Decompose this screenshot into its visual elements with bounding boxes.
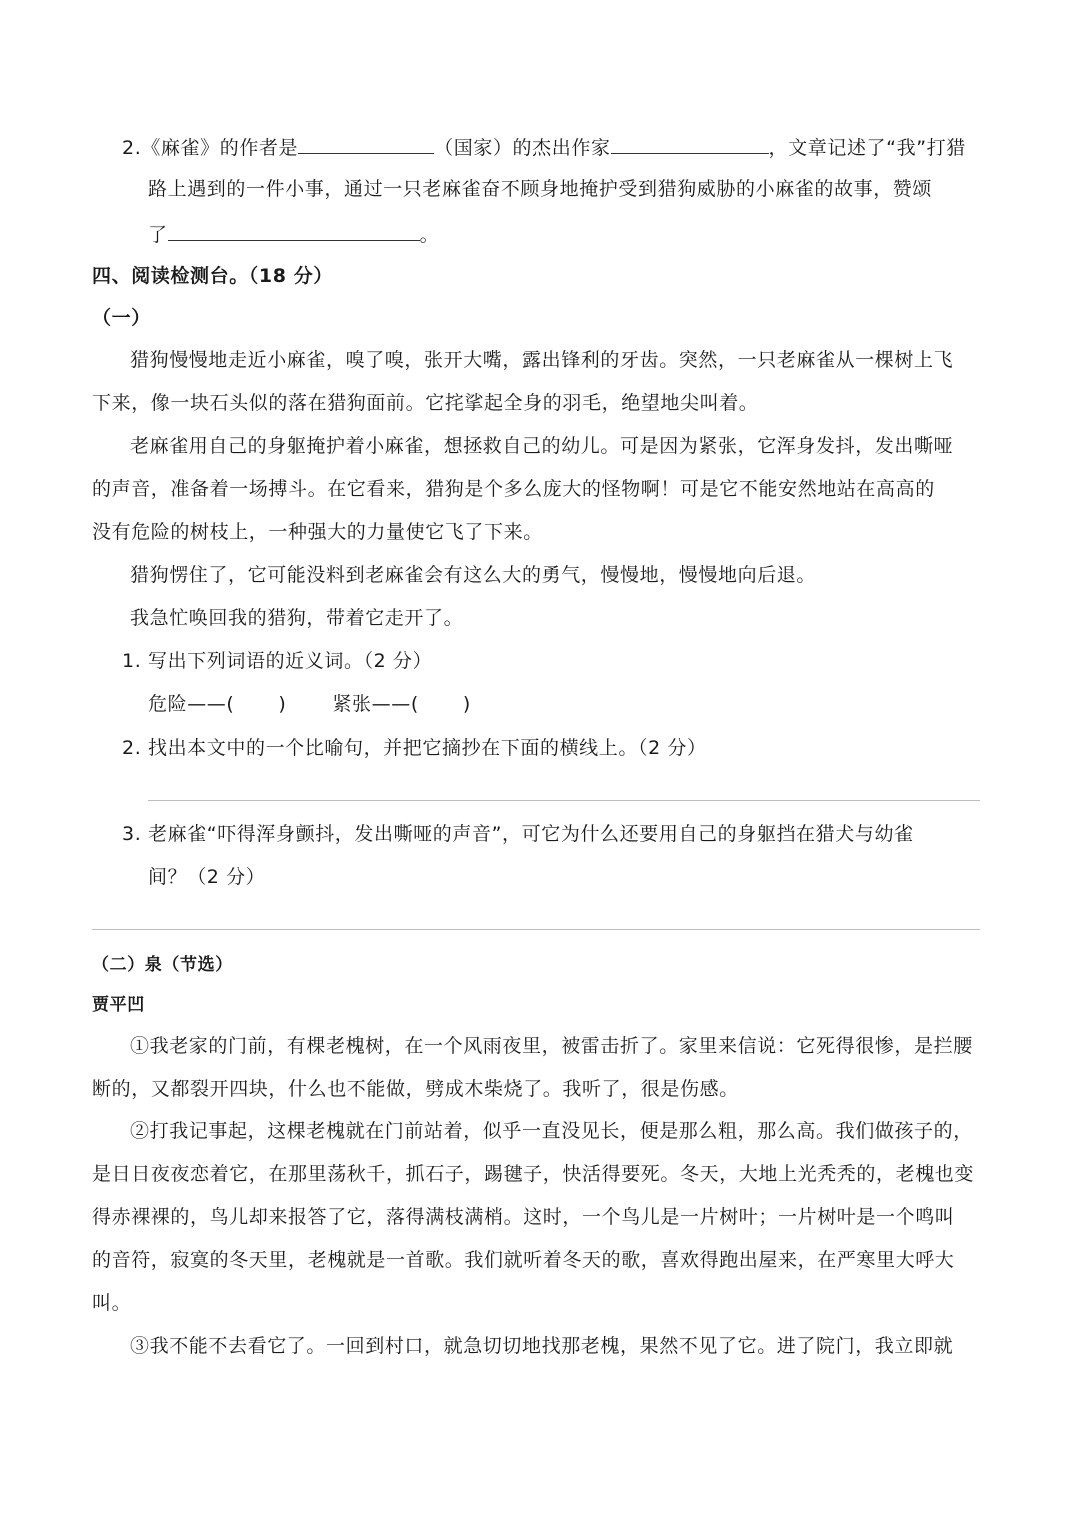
question-1-prompt: 1. 写出下列词语的近义词。（2 分） — [122, 650, 433, 672]
passage-2-paragraph-2-line-2: 是日日夜夜恋着它，在那里荡秋千，抓石子，踢毽子，快活得要死。冬天，大地上光秃秃的，老槐也变 — [92, 1163, 975, 1185]
passage-2-paragraph-2-line-1: ②打我记事起，这棵老槐就在门前站着，似乎一直没见长，便是那么粗，那么高。我们做孩子的， — [130, 1120, 973, 1142]
passage-2-paragraph-2-line-5: 叫。 — [92, 1292, 132, 1314]
passage-2-paragraph-1-line-1: ①我老家的门前，有棵老槐树，在一个风雨夜里，被雷击折了。家里来信说：它死得很惨，是拦腰 — [130, 1035, 973, 1057]
question-text: （国家）的杰出作家 — [434, 137, 611, 159]
passage-2-paragraph-2-line-3: 得赤裸裸的，鸟儿却来报答了它，落得满枝满梢。这时，一个鸟儿是一片树叶；一片树叶是一个鸣叫 — [92, 1206, 955, 1228]
question-text: 。 — [419, 224, 440, 246]
fill-blank-question-2-line-2: 路上遇到的一件小事，通过一只老麻雀奋不顾身地掩护受到猎狗威胁的小麻雀的故事，赞颂 — [148, 178, 933, 200]
blank-author[interactable] — [611, 133, 769, 154]
passage-2-author: 贾平凹 — [92, 995, 145, 1015]
answer-line-question-2[interactable] — [148, 800, 980, 801]
question-3-prompt-line-2: 间？（2 分） — [148, 866, 266, 888]
synonym-word-1: 危险——( — [148, 693, 235, 715]
question-text: 2.《麻雀》的作者是 — [122, 137, 299, 159]
section-4-title: 四、阅读检测台。（18 分） — [92, 265, 333, 287]
paren-close: ) — [278, 693, 287, 715]
passage-1-paragraph-1-line-2: 下来，像一块石头似的落在猎狗面前。它挓挲起全身的羽毛，绝望地尖叫着。 — [92, 392, 759, 414]
question-3-prompt-line-1: 3. 老麻雀“吓得浑身颤抖，发出嘶哑的声音”，可它为什么还要用自己的身躯挡在猎犬与幼雀 — [122, 823, 914, 845]
fill-blank-question-2-line-1 — [122, 133, 966, 161]
passage-1-paragraph-2-line-1: 老麻雀用自己的身躯掩护着小麻雀，想拯救自己的幼儿。可是因为紧张，它浑身发抖，发出嘶哑 — [130, 435, 954, 457]
answer-line-question-3[interactable] — [92, 929, 980, 930]
paren-close: ) — [462, 693, 471, 715]
question-1-synonyms — [148, 691, 471, 717]
passage-1-paragraph-3: 猎狗愣住了，它可能没料到老麻雀会有这么大的勇气，慢慢地，慢慢地向后退。 — [130, 564, 817, 586]
passage-1-paragraph-1-line-1: 猎狗慢慢地走近小麻雀，嗅了嗅，张开大嘴，露出锋利的牙齿。突然，一只老麻雀从一棵树上飞 — [130, 349, 954, 371]
passage-2-paragraph-2-line-4: 的音符，寂寞的冬天里，老槐就是一首歌。我们就听着冬天的歌，喜欢得跑出屋来，在严寒里大呼大 — [92, 1249, 955, 1271]
question-text: ，文章记述了“我”打猎 — [768, 137, 966, 159]
question-2-prompt: 2. 找出本文中的一个比喻句，并把它摘抄在下面的横线上。（2 分） — [122, 737, 707, 759]
synonym-word-2: 紧张——( — [332, 693, 419, 715]
blank-country[interactable] — [298, 133, 434, 154]
blank-praise[interactable] — [168, 220, 420, 241]
passage-1-label: （一） — [92, 307, 151, 329]
passage-1-paragraph-2-line-3: 没有危险的树枝上，一种强大的力量使它飞了下来。 — [92, 521, 543, 543]
passage-2-paragraph-1-line-2: 断的，又都裂开四块，什么也不能做，劈成木柴烧了。我听了，很是伤感。 — [92, 1078, 739, 1100]
passage-1-paragraph-2-line-2: 的声音，准备着一场搏斗。在它看来，猎狗是个多么庞大的怪物啊！可是它不能安然地站在高高的 — [92, 478, 935, 500]
passage-1-paragraph-4: 我急忙唤回我的猎狗，带着它走开了。 — [130, 607, 464, 629]
passage-2-label: （二）泉（节选） — [92, 955, 233, 975]
passage-2-paragraph-3-line-1: ③我不能不去看它了。一回到村口，就急切切地找那老槐，果然不见了它。进了院门，我立即就 — [130, 1335, 954, 1357]
fill-blank-question-2-line-3 — [148, 220, 439, 248]
question-text: 了 — [148, 224, 168, 246]
